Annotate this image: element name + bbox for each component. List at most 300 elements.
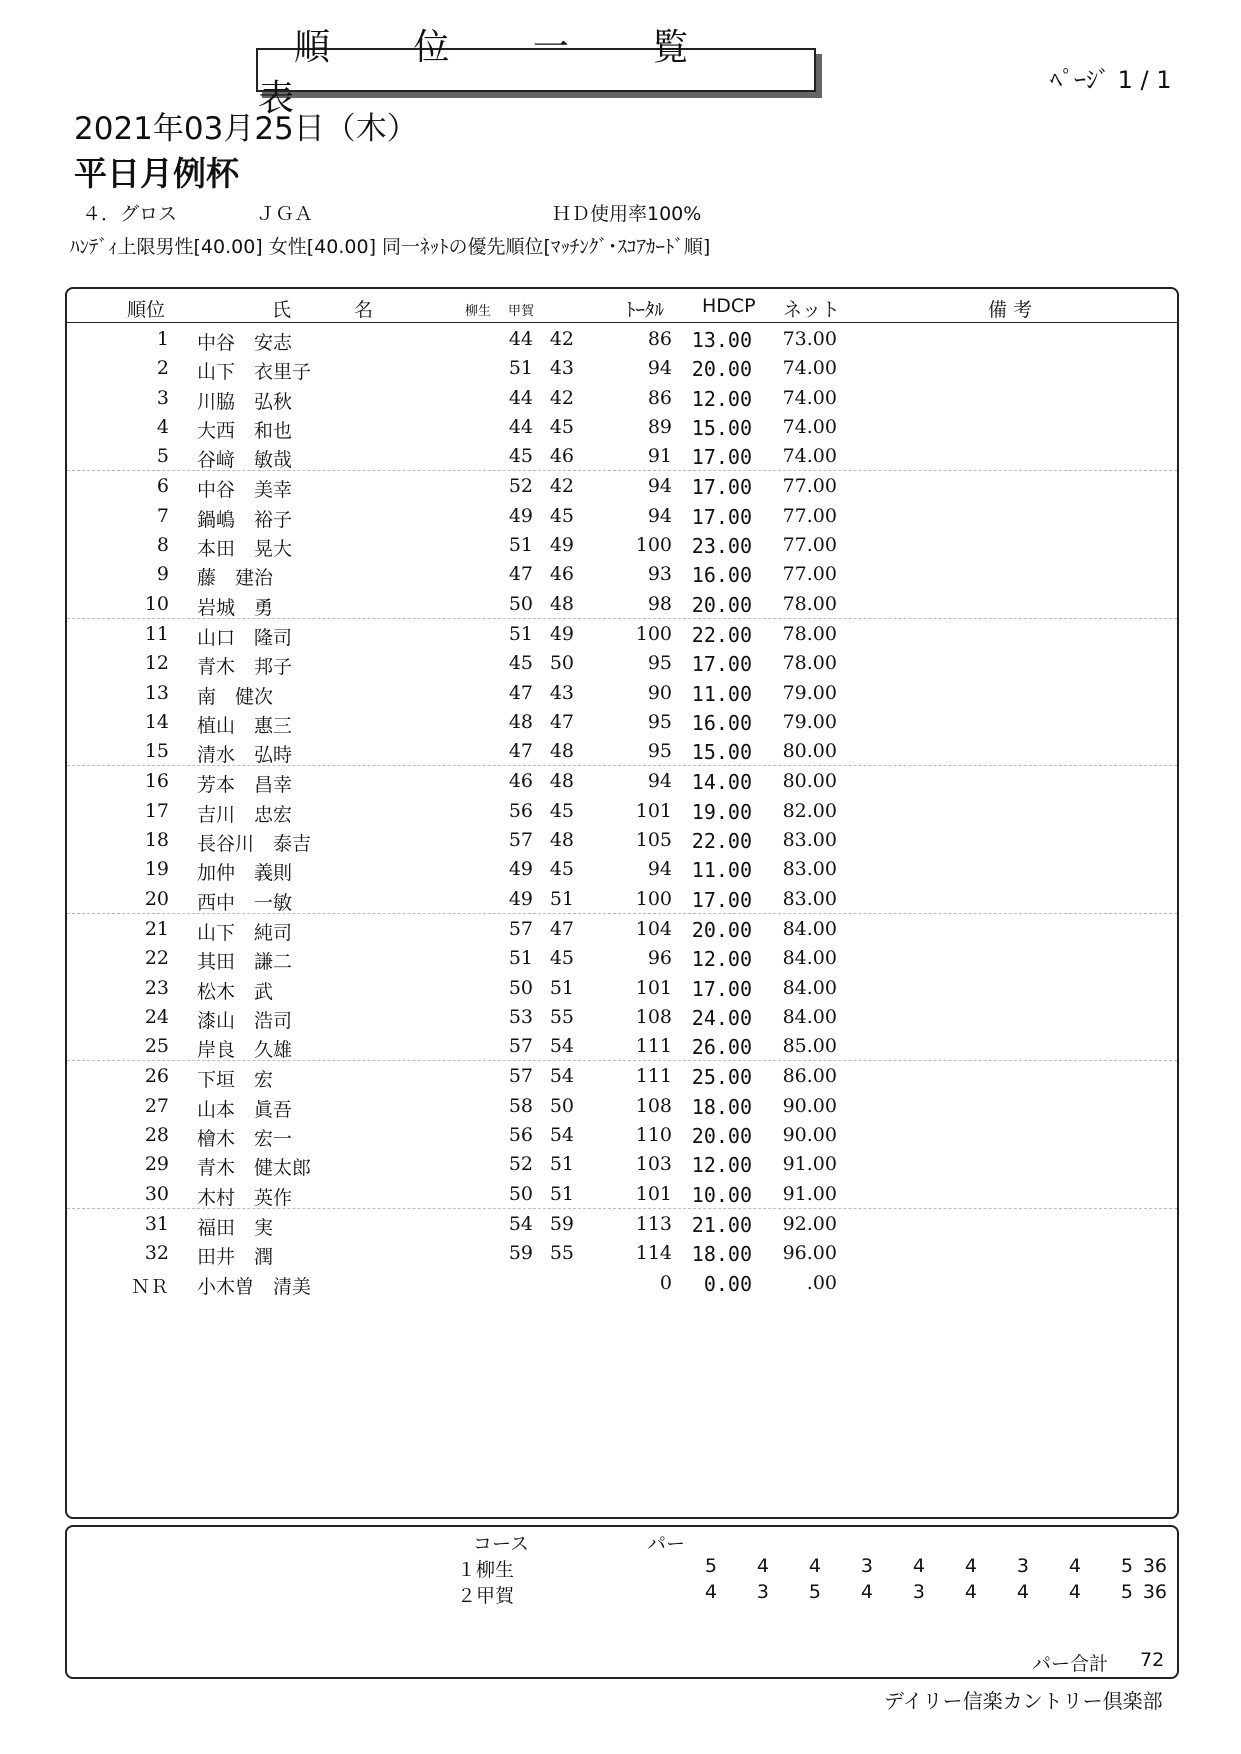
table-row <box>67 1061 1177 1090</box>
name-cell: 山下 衣里子 <box>197 361 312 384</box>
hdcp-value: 15.00 <box>691 740 752 765</box>
total-score: 94 <box>647 357 672 380</box>
rank-cell: 26 <box>144 1065 169 1088</box>
total-score: 90 <box>647 681 672 704</box>
hole-par: 5 <box>1120 1581 1133 1603</box>
net-score: 83.00 <box>782 829 837 852</box>
hdcp-value: 20.00 <box>691 1124 752 1149</box>
name-cell: 漆山 浩司 <box>197 1009 293 1032</box>
net-score: 74.00 <box>782 357 837 380</box>
hdcp-value: 13.00 <box>691 328 752 352</box>
hole-par: 4 <box>1068 1581 1081 1603</box>
total-score: 86 <box>647 386 672 409</box>
net-score: 80.00 <box>782 770 837 793</box>
rank-cell: 20 <box>144 887 169 910</box>
course-b-score: 51 <box>549 976 574 999</box>
name-cell: 植山 惠三 <box>197 714 293 737</box>
course-a-score: 47 <box>508 681 533 704</box>
course-b-score: 49 <box>549 622 574 645</box>
table-row <box>67 501 1177 530</box>
course-a-score: 45 <box>508 652 533 675</box>
hdcp-value: 17.00 <box>691 504 752 529</box>
course-b-score: 42 <box>549 328 574 350</box>
course-a-score: 44 <box>508 386 533 409</box>
total-score: 100 <box>635 887 672 910</box>
course-b-score: 45 <box>549 947 574 970</box>
rank-cell: 24 <box>144 1005 169 1028</box>
total-score: 114 <box>635 1242 672 1265</box>
table-row <box>67 471 1177 500</box>
total-score: 93 <box>647 563 672 586</box>
hole-par: 3 <box>860 1555 873 1577</box>
hdcp-value: 14.00 <box>691 770 752 795</box>
net-score: 80.00 <box>782 740 837 763</box>
name-cell: 福田 実 <box>197 1216 274 1239</box>
course-a-score: 51 <box>508 534 533 557</box>
table-row <box>67 383 1177 412</box>
hdcp-value: 12.00 <box>691 386 752 411</box>
course-b-score: 48 <box>549 770 574 793</box>
course-a-score: 48 <box>508 710 533 733</box>
total-score: 94 <box>647 858 672 881</box>
net-score: 79.00 <box>782 710 837 733</box>
table-row <box>67 973 1177 1002</box>
course-a-score: 58 <box>508 1094 533 1117</box>
course-a-score: 50 <box>508 1182 533 1205</box>
table-row <box>67 766 1177 795</box>
course-name: ２甲賀 <box>457 1585 515 1607</box>
table-row <box>67 1268 1177 1297</box>
course-b-score: 51 <box>549 887 574 910</box>
course-b-score: 45 <box>549 799 574 822</box>
hdcp-value: 12.00 <box>691 1153 752 1178</box>
course-b-score: 43 <box>549 357 574 380</box>
total-score: 111 <box>635 1035 672 1058</box>
hdcp-value: 17.00 <box>691 445 752 470</box>
hole-par: 3 <box>756 1581 769 1603</box>
hdcp-value: 24.00 <box>691 1005 752 1030</box>
hdcp-value: 16.00 <box>691 563 752 588</box>
net-score: 84.00 <box>782 917 837 940</box>
hdcp-value: 20.00 <box>691 917 752 942</box>
rank-cell: 8 <box>156 534 169 557</box>
net-score: 77.00 <box>782 504 837 527</box>
net-score: 74.00 <box>782 445 837 468</box>
col-hdcp: HDCP <box>702 295 756 317</box>
course-b-score: 48 <box>549 829 574 852</box>
hdcp-value: 12.00 <box>691 947 752 972</box>
course-a-score: 47 <box>508 740 533 763</box>
course-a-score: 50 <box>508 592 533 615</box>
name-cell: 山下 純司 <box>197 921 293 944</box>
hdcp-value: 25.00 <box>691 1065 752 1090</box>
hdcp-value: 19.00 <box>691 799 752 824</box>
course-b-score: 46 <box>549 445 574 468</box>
course-a-score: 57 <box>508 1065 533 1088</box>
course-b-score: 54 <box>549 1124 574 1147</box>
par-label: パー <box>647 1533 686 1555</box>
hdcp-value: 18.00 <box>691 1242 752 1267</box>
rank-cell: 23 <box>144 976 169 999</box>
net-score: 84.00 <box>782 1005 837 1028</box>
table-row <box>67 1238 1177 1267</box>
total-score: 113 <box>635 1212 672 1235</box>
rank-cell: 25 <box>144 1035 169 1058</box>
hdcp-value: 15.00 <box>691 415 752 440</box>
name-cell: 清水 弘時 <box>197 744 293 767</box>
course-b-score: 45 <box>549 415 574 438</box>
hole-par: 4 <box>808 1555 821 1577</box>
total-score: 105 <box>635 829 672 852</box>
net-score: 78.00 <box>782 622 837 645</box>
total-score: 96 <box>647 947 672 970</box>
name-cell: 大西 和也 <box>197 419 293 442</box>
event-date: 2021年03月25日（木） <box>74 111 418 147</box>
course-a-score: 51 <box>508 357 533 380</box>
header-divider <box>67 322 1177 323</box>
course-a-score: 54 <box>508 1212 533 1235</box>
col-rank: 順位 <box>127 299 166 321</box>
course-a-score: 52 <box>508 1153 533 1176</box>
course-a-score: 44 <box>508 415 533 438</box>
col-course-a: 柳生 <box>465 304 492 319</box>
net-score: 92.00 <box>782 1212 837 1235</box>
net-score: 77.00 <box>782 534 837 557</box>
table-row <box>67 825 1177 854</box>
course-b-score: 48 <box>549 592 574 615</box>
name-cell: 吉川 忠宏 <box>197 803 293 826</box>
name-cell: 山本 眞吾 <box>197 1098 293 1121</box>
table-row <box>67 530 1177 559</box>
course-a-score: 45 <box>508 445 533 468</box>
table-row <box>67 707 1177 736</box>
name-cell: 南 健次 <box>197 685 274 708</box>
total-score: 101 <box>635 1182 672 1205</box>
net-score: 77.00 <box>782 563 837 586</box>
course-b-score: 49 <box>549 534 574 557</box>
total-score: 98 <box>647 592 672 615</box>
rank-cell: 11 <box>144 622 169 645</box>
hdcp-note: ﾊﾝﾃﾞｨ上限男性[40.00] 女性[40.00] 同一ﾈｯﾄの優先順位[ﾏｯﾁﾝｸﾞ･ｽｺｱｶｰﾄﾞ順] <box>70 236 711 258</box>
total-score: 101 <box>635 799 672 822</box>
hdcp-system: ＪＧＡ <box>256 203 314 225</box>
rank-cell: 2 <box>156 357 169 380</box>
table-row <box>67 943 1177 972</box>
hole-par: 4 <box>756 1555 769 1577</box>
total-score: 111 <box>635 1065 672 1088</box>
table-row <box>67 678 1177 707</box>
hole-par: 5 <box>704 1555 717 1577</box>
hdcp-value: 17.00 <box>691 475 752 500</box>
table-row <box>67 884 1177 914</box>
course-b-score: 46 <box>549 563 574 586</box>
col-net: ネット <box>783 299 841 321</box>
course-par-total: 36 <box>1142 1555 1167 1577</box>
name-cell: 鍋嶋 裕子 <box>197 508 293 531</box>
net-score: 90.00 <box>782 1124 837 1147</box>
net-score: 86.00 <box>782 1065 837 1088</box>
net-score: 74.00 <box>782 386 837 409</box>
par-total: 72 <box>1140 1649 1165 1671</box>
rank-cell: 18 <box>144 829 169 852</box>
rank-cell: 22 <box>144 947 169 970</box>
total-score: 110 <box>635 1124 672 1147</box>
rank-cell: 4 <box>156 415 169 438</box>
course-a-score: 57 <box>508 1035 533 1058</box>
total-score: 100 <box>635 534 672 557</box>
rank-cell: 13 <box>144 681 169 704</box>
hdcp-value: 18.00 <box>691 1094 752 1119</box>
hdcp-value: 16.00 <box>691 710 752 735</box>
net-score: 90.00 <box>782 1094 837 1117</box>
course-a-score: 50 <box>508 976 533 999</box>
page-indicator: ﾍﾟｰｼﾞ 1 / 1 <box>1050 66 1172 94</box>
table-row <box>67 648 1177 677</box>
rank-cell: 19 <box>144 858 169 881</box>
course-a-score: 51 <box>508 947 533 970</box>
course-a-score: 49 <box>508 887 533 910</box>
rank-cell: 28 <box>144 1124 169 1147</box>
name-cell: 長谷川 泰吉 <box>197 833 312 856</box>
hole-par: 4 <box>1016 1581 1029 1603</box>
course-b-score: 42 <box>549 386 574 409</box>
net-score: 77.00 <box>782 475 837 498</box>
table-row <box>67 589 1177 619</box>
course-b-score: 54 <box>549 1035 574 1058</box>
name-cell: 檜木 宏一 <box>197 1128 293 1151</box>
course-a-score: 49 <box>508 858 533 881</box>
net-score: 85.00 <box>782 1035 837 1058</box>
course-b-score: 55 <box>549 1005 574 1028</box>
net-score: 74.00 <box>782 415 837 438</box>
rank-cell: 7 <box>156 504 169 527</box>
hole-par: 4 <box>704 1581 717 1603</box>
total-score: 94 <box>647 475 672 498</box>
course-b-score: 47 <box>549 710 574 733</box>
course-b-score: 42 <box>549 475 574 498</box>
rank-cell: 17 <box>144 799 169 822</box>
table-row <box>67 796 1177 825</box>
course-a-score: 49 <box>508 504 533 527</box>
table-row <box>67 1031 1177 1061</box>
hdcp-value: 0.00 <box>703 1271 752 1296</box>
rank-cell: 15 <box>144 740 169 763</box>
name-cell: 川脇 弘秋 <box>197 390 293 413</box>
name-cell: 加仲 義則 <box>197 862 293 885</box>
net-score: 79.00 <box>782 681 837 704</box>
results-table <box>65 287 1179 1519</box>
table-row <box>67 1149 1177 1178</box>
course-b-score: 51 <box>549 1182 574 1205</box>
hdcp-value: 22.00 <box>691 829 752 854</box>
name-cell: 芳本 昌幸 <box>197 774 293 797</box>
net-score: 73.00 <box>782 328 837 350</box>
scoring-format: ４．グロス <box>82 203 178 225</box>
net-score: 91.00 <box>782 1182 837 1205</box>
rank-cell: 16 <box>144 770 169 793</box>
name-cell: 岩城 勇 <box>197 596 274 619</box>
col-course-b: 甲賀 <box>508 304 535 319</box>
results-rows <box>67 324 1177 1297</box>
course-b-score: 47 <box>549 917 574 940</box>
net-score: 91.00 <box>782 1153 837 1176</box>
col-name-1: 氏 <box>272 299 292 321</box>
course-b-score: 51 <box>549 1153 574 1176</box>
total-score: 95 <box>647 740 672 763</box>
total-score: 101 <box>635 976 672 999</box>
table-row <box>67 1091 1177 1120</box>
name-cell: 松木 武 <box>197 980 274 1003</box>
course-a-score: 59 <box>508 1242 533 1265</box>
hole-par: 3 <box>1016 1555 1029 1577</box>
total-score: 89 <box>647 415 672 438</box>
hole-par: 4 <box>860 1581 873 1603</box>
course-b-score: 48 <box>549 740 574 763</box>
par-total-label: パー合計 <box>1032 1653 1109 1675</box>
table-row <box>67 353 1177 382</box>
rank-cell: 12 <box>144 652 169 675</box>
hdcp-value: 11.00 <box>691 681 752 706</box>
hdcp-value: 10.00 <box>691 1182 752 1207</box>
rank-cell: 27 <box>144 1094 169 1117</box>
hdcp-value: 21.00 <box>691 1212 752 1237</box>
net-score: 78.00 <box>782 592 837 615</box>
net-score: 82.00 <box>782 799 837 822</box>
rank-cell: 6 <box>156 475 169 498</box>
rank-cell: 29 <box>144 1153 169 1176</box>
hole-par: 4 <box>912 1555 925 1577</box>
course-a-score: 46 <box>508 770 533 793</box>
name-cell: 小木曽 清美 <box>197 1275 312 1298</box>
course-b-score: 55 <box>549 1242 574 1265</box>
rank-cell: 5 <box>156 445 169 468</box>
hdcp-value: 23.00 <box>691 534 752 559</box>
total-score: 100 <box>635 622 672 645</box>
course-b-score: 43 <box>549 681 574 704</box>
hdcp-value: 26.00 <box>691 1035 752 1060</box>
name-cell: 其田 謙二 <box>197 951 293 974</box>
table-row <box>67 619 1177 648</box>
hole-par: 3 <box>912 1581 925 1603</box>
hdcp-value: 17.00 <box>691 887 752 912</box>
table-row <box>67 412 1177 441</box>
net-score: 83.00 <box>782 858 837 881</box>
course-par-total: 36 <box>1142 1581 1167 1603</box>
total-score: 108 <box>635 1094 672 1117</box>
hdcp-rate: ＨＤ使用率100% <box>552 203 702 225</box>
name-cell: 山口 隆司 <box>197 626 293 649</box>
hole-par: 4 <box>964 1581 977 1603</box>
course-label: コース <box>473 1533 530 1555</box>
total-score: 103 <box>635 1153 672 1176</box>
hdcp-value: 17.00 <box>691 976 752 1001</box>
hole-par: 4 <box>964 1555 977 1577</box>
course-b-score: 54 <box>549 1065 574 1088</box>
course-b-score: 45 <box>549 504 574 527</box>
net-score: 78.00 <box>782 652 837 675</box>
name-cell: 中谷 安志 <box>197 332 293 354</box>
hole-par: 4 <box>1068 1555 1081 1577</box>
rank-cell: 10 <box>144 592 169 615</box>
course-a-score: 44 <box>508 328 533 350</box>
course-par-table <box>65 1525 1179 1679</box>
name-cell: 中谷 美幸 <box>197 479 293 502</box>
name-cell: 田井 潤 <box>197 1246 274 1269</box>
total-score: 91 <box>647 445 672 468</box>
name-cell: 岸良 久雄 <box>197 1039 293 1062</box>
total-score: 95 <box>647 652 672 675</box>
course-a-score: 57 <box>508 829 533 852</box>
name-cell: 西中 一敏 <box>197 891 293 914</box>
hole-par: 5 <box>1120 1555 1133 1577</box>
event-name: 平日月例杯 <box>74 154 239 193</box>
net-score: 84.00 <box>782 947 837 970</box>
name-cell: 谷﨑 敏哉 <box>197 449 293 472</box>
rank-cell: 31 <box>144 1212 169 1235</box>
total-score: 104 <box>635 917 672 940</box>
rank-cell: 21 <box>144 917 169 940</box>
hdcp-value: 22.00 <box>691 622 752 647</box>
name-cell: 青木 健太郎 <box>197 1157 312 1180</box>
table-row <box>67 854 1177 883</box>
hdcp-value: 11.00 <box>691 858 752 883</box>
total-score: 86 <box>647 328 672 350</box>
total-score: 94 <box>647 770 672 793</box>
course-b-score: 59 <box>549 1212 574 1235</box>
total-score: 108 <box>635 1005 672 1028</box>
rank-cell: 32 <box>144 1242 169 1265</box>
table-row <box>67 1209 1177 1238</box>
table-row <box>67 1179 1177 1209</box>
name-cell: 藤 建治 <box>197 567 274 590</box>
col-remarks: 備 考 <box>988 299 1033 321</box>
rank-cell: 1 <box>156 328 169 350</box>
course-b-score: 50 <box>549 652 574 675</box>
net-score: 83.00 <box>782 887 837 910</box>
course-a-score: 52 <box>508 475 533 498</box>
col-total: ﾄｰﾀﾙ <box>626 299 665 321</box>
net-score: .00 <box>806 1271 837 1294</box>
course-a-score: 51 <box>508 622 533 645</box>
table-row <box>67 1002 1177 1031</box>
name-cell: 下垣 宏 <box>197 1069 274 1092</box>
course-b-score: 45 <box>549 858 574 881</box>
course-a-score: 56 <box>508 1124 533 1147</box>
total-score: 0 <box>659 1271 672 1294</box>
page-title: 順 位 一 覧 表 <box>256 48 816 92</box>
course-b-score: 50 <box>549 1094 574 1117</box>
course-a-score: 56 <box>508 799 533 822</box>
name-cell: 青木 邦子 <box>197 656 293 679</box>
course-name: １柳生 <box>457 1559 515 1581</box>
total-score: 94 <box>647 504 672 527</box>
course-a-score: 57 <box>508 917 533 940</box>
table-row <box>67 324 1177 353</box>
table-row <box>67 736 1177 766</box>
name-cell: 本田 晃大 <box>197 538 293 561</box>
rank-cell: 9 <box>156 563 169 586</box>
rank-cell: 14 <box>144 710 169 733</box>
hdcp-value: 20.00 <box>691 357 752 382</box>
table-row <box>67 914 1177 943</box>
hdcp-value: 17.00 <box>691 652 752 677</box>
table-row <box>67 441 1177 471</box>
club-name: デイリー信楽カントリー倶楽部 <box>884 1689 1163 1713</box>
hdcp-value: 20.00 <box>691 592 752 617</box>
table-row <box>67 1120 1177 1149</box>
net-score: 84.00 <box>782 976 837 999</box>
rank-cell: 30 <box>144 1182 169 1205</box>
